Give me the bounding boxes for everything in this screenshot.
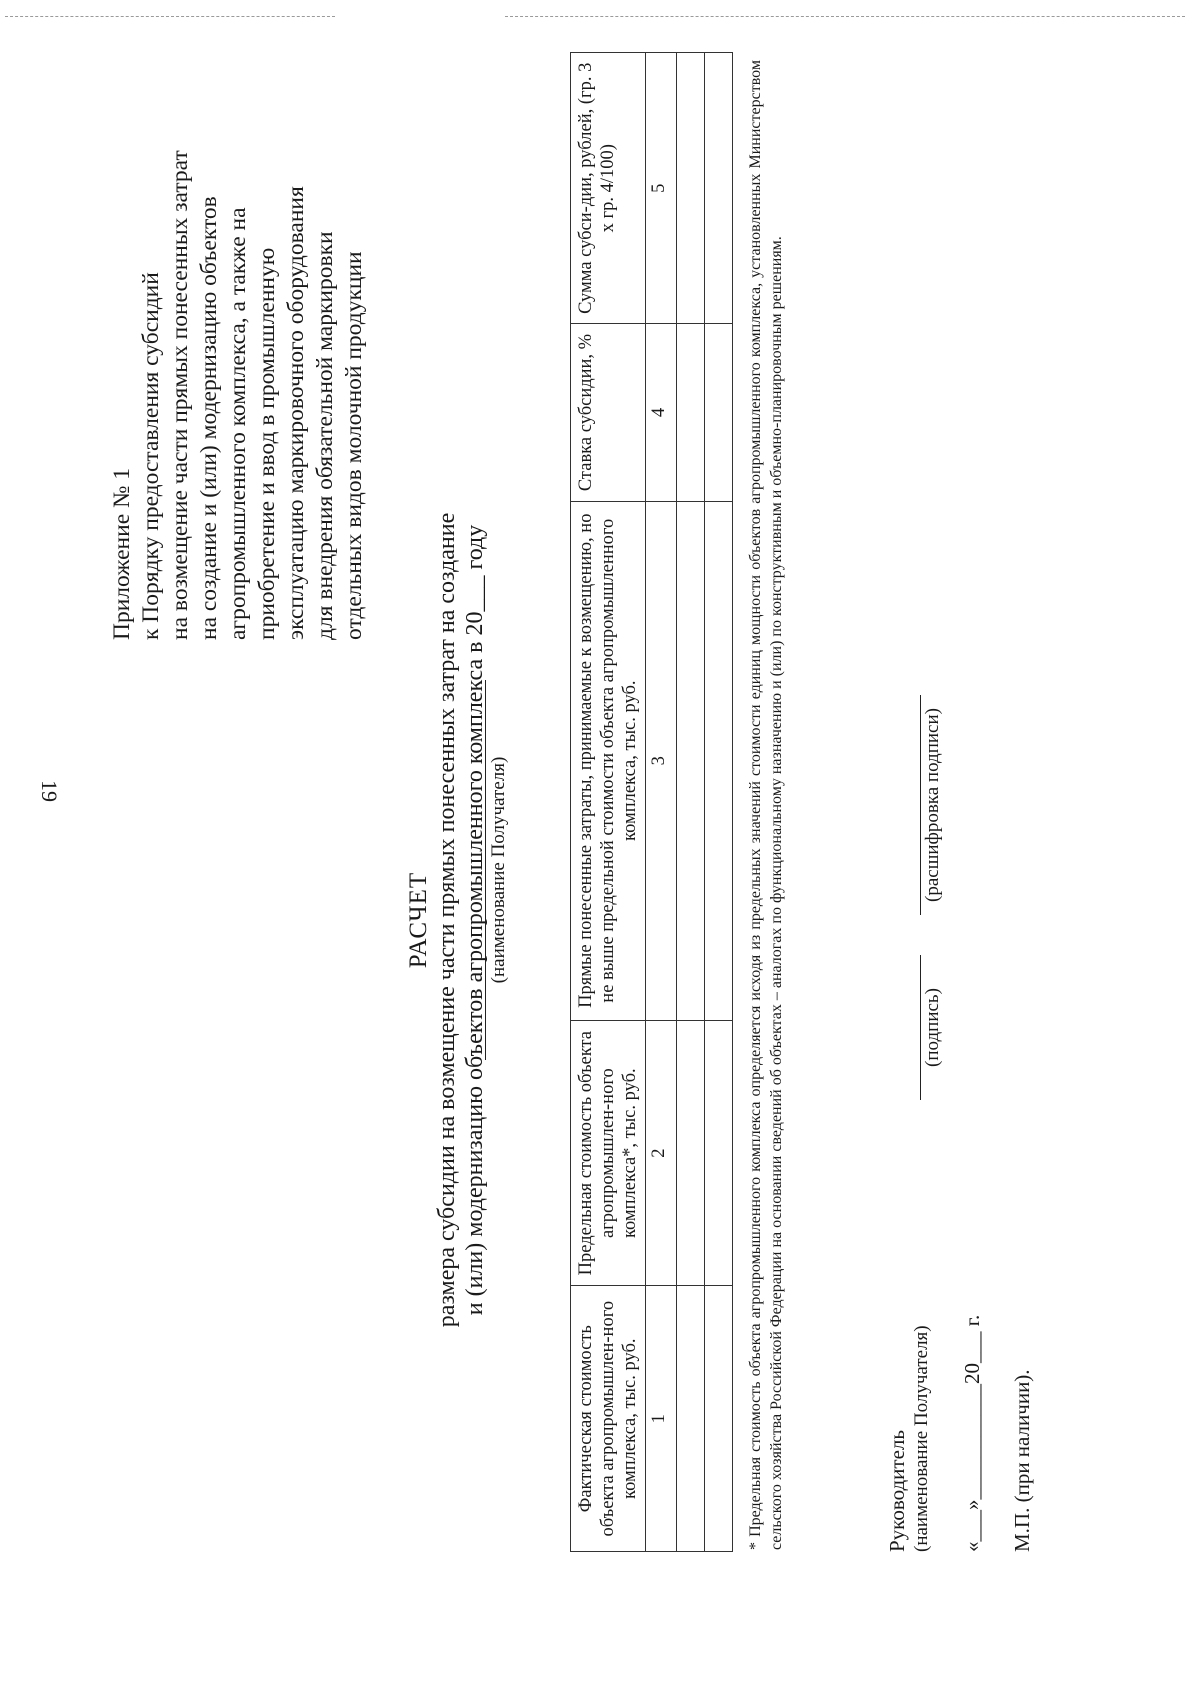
table-row (705, 53, 733, 1552)
column-number: 2 (646, 1020, 677, 1286)
table-cell (677, 501, 705, 1020)
column-number: 5 (646, 53, 677, 325)
top-scan-edge-left (5, 16, 335, 17)
appendix-line: отдельных видов молочной продукции (341, 251, 367, 640)
document-title-block (405, 270, 489, 1570)
appendix-line: к Порядку предоставления субсидий (138, 272, 164, 640)
table-cell (705, 324, 733, 501)
signature-line (920, 955, 921, 1100)
appendix-line: агропромышленного комплекса, а также на (225, 207, 251, 640)
table-header-cell: Сумма субси-дии, рублей, (гр. 3 х гр. 4/100) (571, 53, 646, 325)
seal-label: М.П. (при наличии). (1010, 1369, 1034, 1552)
date-line: «___»___________20___ г. (960, 1314, 984, 1552)
column-number: 4 (646, 324, 677, 501)
recipient-name-field: (наименование Получателя) (485, 680, 510, 1060)
table-header-cell: Фактическая стоимость объекта агропромышлен-ного комплекса, тыс. руб. (571, 1286, 646, 1552)
table-header-cell: Прямые понесенные затраты, принимаемые к возмещению, но не выше предельной стоимости объекта агропромышленного комплекса, тыс. руб. (571, 501, 646, 1020)
calculation-table (570, 52, 733, 1552)
table-cell (705, 53, 733, 325)
table-cell (705, 501, 733, 1020)
signature-caption: (подпись) (922, 988, 943, 1067)
signature-decoding-line (920, 695, 921, 915)
column-number: 1 (646, 1286, 677, 1552)
table-cell (677, 1020, 705, 1286)
page-number: 19 (37, 780, 62, 802)
table-row (677, 53, 705, 1552)
top-scan-edge-right (505, 16, 1185, 17)
table-header-cell: Ставка субсидии, % (571, 324, 646, 501)
column-number: 3 (646, 501, 677, 1020)
head-caption: (наименование Получателя) (911, 1325, 932, 1552)
table-header-cell: Предельная стоимость объекта агропромышлен-ного комплекса*, тыс. руб. (571, 1020, 646, 1286)
appendix-line: Приложение № 1 (109, 467, 135, 640)
table-column-numbers-row (646, 53, 677, 1552)
table-cell (705, 1020, 733, 1286)
appendix-line: для внедрения обязательной маркировки (312, 231, 338, 640)
appendix-line: на создание и (или) модернизацию объектов (196, 196, 222, 640)
head-label: Руководитель (885, 1430, 909, 1552)
rotated-page (0, 40, 1100, 1660)
table-cell (677, 324, 705, 501)
document-subtitle-line-1: размера субсидии на возмещение части прямых понесенных затрат на создание (434, 512, 460, 1328)
appendix-line: эксплуатацию маркировочного оборудования (283, 186, 309, 640)
table-header-row (571, 53, 646, 1552)
appendix-line: на возмещение части прямых понесенных затрат (167, 150, 193, 640)
table-cell (677, 53, 705, 325)
footnote: * Предельная стоимость объекта агропромышленного комплекса определяется исходя из предельных значений стоимости единиц мощности объектов агропромышленного комплекса, установленных Министерством сельского хозяйства Российской Федерации на основании сведений об объектах – аналогах по функциональному назначению и (или) по конструктивным и объемно-планировочным решениям. (747, 60, 785, 1550)
table-cell (677, 1286, 705, 1552)
document-title: РАСЧЕТ (405, 871, 432, 969)
appendix-header (108, 80, 369, 640)
appendix-line: приобретение и ввод в промышленную (254, 247, 280, 640)
table-cell (705, 1286, 733, 1552)
document-subtitle-line-2: и (или) модернизацию объектов агропромышленного комплекса в 20___ году (462, 524, 488, 1316)
signature-decoding-caption: (расшифровка подписи) (922, 708, 943, 902)
